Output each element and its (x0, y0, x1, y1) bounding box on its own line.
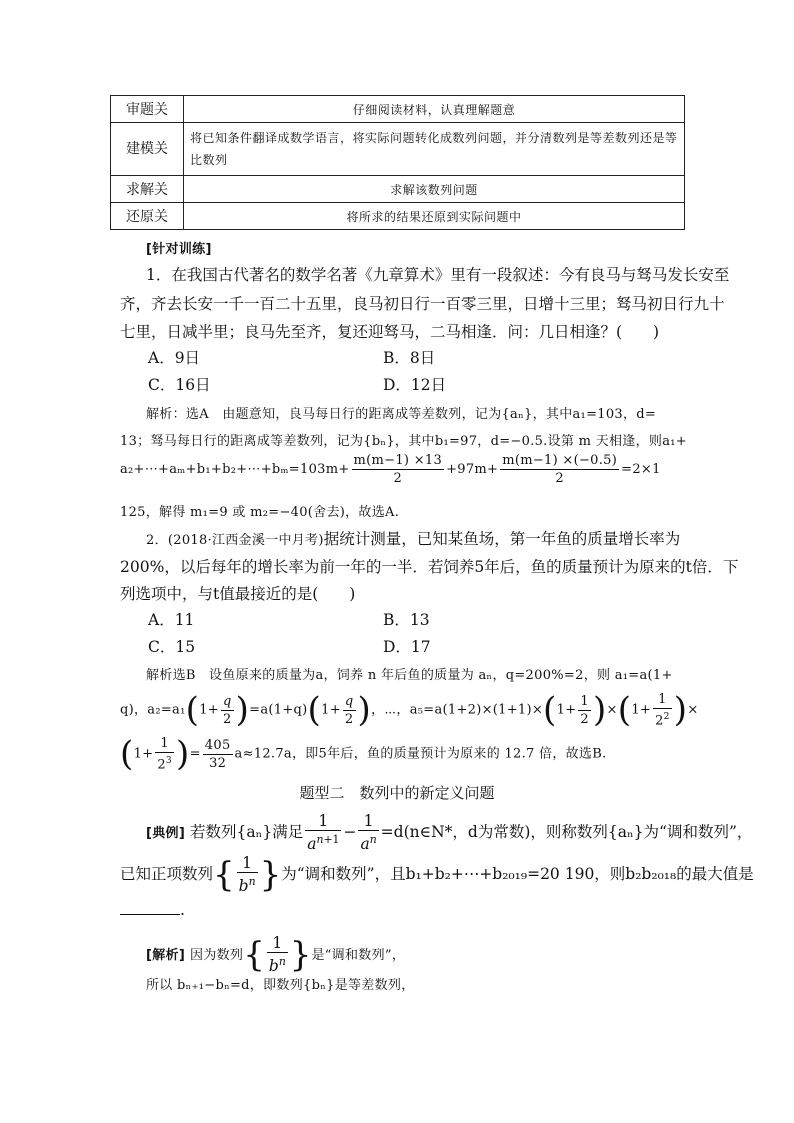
q2-option-d: D．17 (383, 638, 431, 656)
q2-option-a: A．11 (148, 611, 195, 629)
q2-text: 据统计测量，已知某鱼场，第一年鱼的质量增长率为 (323, 530, 681, 548)
table-cell-value: 仔细阅读材料，认真理解题意 (184, 96, 685, 123)
formula-text: = (189, 746, 201, 762)
analysis-line-2: 所以 bₙ₊₁−bₙ=d，即数列{bₙ}是等差数列， (146, 978, 415, 993)
q1-solution-line-3 (120, 452, 680, 487)
table-cell-value: 求解该数列问题 (184, 176, 685, 203)
q2-line-3: 列选项中，与t值最接近的是( ) (120, 585, 356, 603)
formula-text: × (606, 702, 618, 718)
formula-text: q)，a₂=a₁ (120, 702, 186, 718)
fraction: $\frac{1}{2}$ (580, 693, 589, 727)
q1-solution-line-4: 125，解得 m₁=9 或 m₂=−40(舍去)，故选A. (120, 505, 400, 520)
fraction-denominator: 32 (209, 755, 227, 771)
section-title: 题型二 数列中的新定义问题 (299, 784, 495, 802)
fraction (352, 452, 445, 487)
example-line-2: 已知正项数列{ $\frac{1}{b^n}$ }为“调和数列”，且b₁+b₂+⋯+b₂₀₁₉=20 190，则b₂b₂₀₁₈的最大值是 (120, 854, 754, 896)
formula-text: =a(1+q) (249, 702, 308, 718)
fraction: $\frac{1}{b^n}$ (268, 934, 286, 976)
example-text: 若数列{aₙ}满足 (190, 823, 304, 842)
q1-line-3: 七里，日减半里；良马先至齐，复还迎驽马，二马相逢．问：几日相逢？( ) (120, 323, 660, 341)
analysis-text: 是“调和数列”， (311, 948, 406, 964)
table-cell-key: 审题关 (111, 96, 184, 123)
fraction (500, 452, 619, 487)
q1-option-a: A．9日 (148, 349, 201, 367)
fraction-numerator: m(m−1) ×13 (353, 453, 443, 468)
fraction (203, 737, 233, 772)
example-label: [典例] (146, 826, 186, 842)
table-cell-key: 求解关 (111, 176, 184, 203)
fraction-denominator: 2 (393, 471, 403, 486)
formula-text: a≈12.7a，即5年后，鱼的质量预计为原来的 12.7 倍，故选B. (234, 746, 607, 762)
fraction-numerator: m(m−1) ×(−0.5) (502, 453, 618, 468)
table-cell-key: 建模关 (111, 123, 184, 176)
q2-solution-line-3: (1+ $\frac{1}{2^3}$ )= $\frac{405}{32}$ a≈12.7a，即5年后，鱼的质量预计为原来的 12.7 倍，故选B. (120, 734, 607, 774)
q2-option-b: B．13 (383, 611, 430, 629)
table-cell-value: 将已知条件翻译成数学语言，将实际问题转化成数列问题，并分清数列是等差数列还是等比数列 (184, 123, 685, 176)
table-row (111, 176, 685, 203)
fraction: $\frac{1}{a^{n+1}}$ (307, 812, 340, 854)
analysis-text: 因为数列 (190, 948, 244, 964)
formula-text: +97m+ (446, 462, 499, 477)
q2-solution-line-2: q)，a₂=a₁(1+ $\frac{q}{2}$ )=a(1+q)(1+ $\frac{q}{2}$ )，⋯，a₅=a(1+2)×(1+1)×(1+ $\frac{1}{2}$ )×(1+ $\frac{1}{2^2}$ )× (120, 690, 699, 730)
formula-text: ，⋯，a₅=a(1+2)×(1+1)× (371, 702, 544, 718)
example-text: =d(n∈N*，d为常数)，则称数列{aₙ}为“调和数列”， (380, 823, 753, 842)
q1-option-d: D．12日 (383, 376, 447, 394)
q2-solution-line-1: 解析选B 设鱼原来的质量为a，饲养 n 年后鱼的质量为 aₙ，q=200%=2，则 a₁=a(1+ (146, 668, 673, 683)
analysis-line-1: [解析] 因为数列{ $\frac{1}{b^n}$ }是“调和数列”， (146, 934, 406, 976)
fraction: $\frac{1}{a^n}$ (360, 812, 377, 854)
table-row (111, 96, 685, 123)
fraction: $\frac{1}{2^2}$ (655, 691, 670, 729)
q1-option-c: C．16日 (148, 376, 211, 394)
example-text: 为“调和数列”，且b₁+b₂+⋯+b₂₀₁₉=20 190，则b₂b₂₀₁₈的最大值是 (281, 865, 754, 884)
table-cell-value: 将所求的结果还原到实际问题中 (184, 203, 685, 230)
q2-source: 2．(2018·江西金溪一中月考) (146, 533, 324, 548)
example-line-1: [典例] 若数列{aₙ}满足 $\frac{1}{a^{n+1}}$ − $\frac{1}{a^n}$ =d(n∈N*，d为常数)，则称数列{aₙ}为“调和数列”， (146, 812, 753, 854)
q1-option-b: B．8日 (383, 349, 436, 367)
example-text: . (180, 901, 185, 919)
q1-line-2: 齐，齐去长安一千一百二十五里，良马初日行一百零三里，日增十三里；驽马初日行九十 (120, 295, 725, 313)
q2-line-2: 200%，以后每年的增长率为前一年的一半．若饲养5年后，鱼的质量预计为原来的t倍．下 (120, 558, 739, 576)
fraction: $\frac{1}{2^3}$ (157, 735, 173, 773)
problem-solving-steps-table (110, 95, 685, 230)
q1-solution-line-2: 13；驽马每日行的距离成等差数列，记为{bₙ}，其中b₁=97，d=−0.5.设第 m 天相逢，则a₁+ (120, 434, 687, 449)
fraction: $\frac{q}{2}$ (344, 693, 354, 727)
table-cell-key: 还原关 (111, 203, 184, 230)
fraction: $\frac{q}{2}$ (222, 693, 232, 727)
formula-text: × (687, 702, 699, 718)
training-label: [针对训练] (146, 242, 212, 257)
fraction: $\frac{1}{b^n}$ (238, 854, 256, 896)
formula-text: a₂+⋯+aₘ+b₁+b₂+⋯+bₘ=103m+ (120, 462, 350, 477)
analysis-label: [解析] (146, 948, 186, 964)
example-line-3 (120, 900, 680, 919)
q1-line-1: 1．在我国古代著名的数学名著《九章算术》里有一段叙述：今有良马与驽马发长安至 (146, 266, 730, 284)
formula-text: =2×1 (621, 462, 661, 477)
q2-option-c: C．15 (148, 638, 196, 656)
example-text: 已知正项数列 (120, 865, 214, 884)
table-row (111, 123, 685, 176)
q1-solution-line-1: 解析：选A 由题意知，良马每日行的距离成等差数列，记为{aₙ}，其中a₁=103，d= (146, 407, 657, 422)
table-row (111, 203, 685, 230)
answer-blank (120, 900, 180, 915)
fraction-numerator: 405 (204, 737, 231, 753)
q2-line-1 (120, 527, 706, 549)
fraction-denominator: 2 (555, 471, 564, 486)
